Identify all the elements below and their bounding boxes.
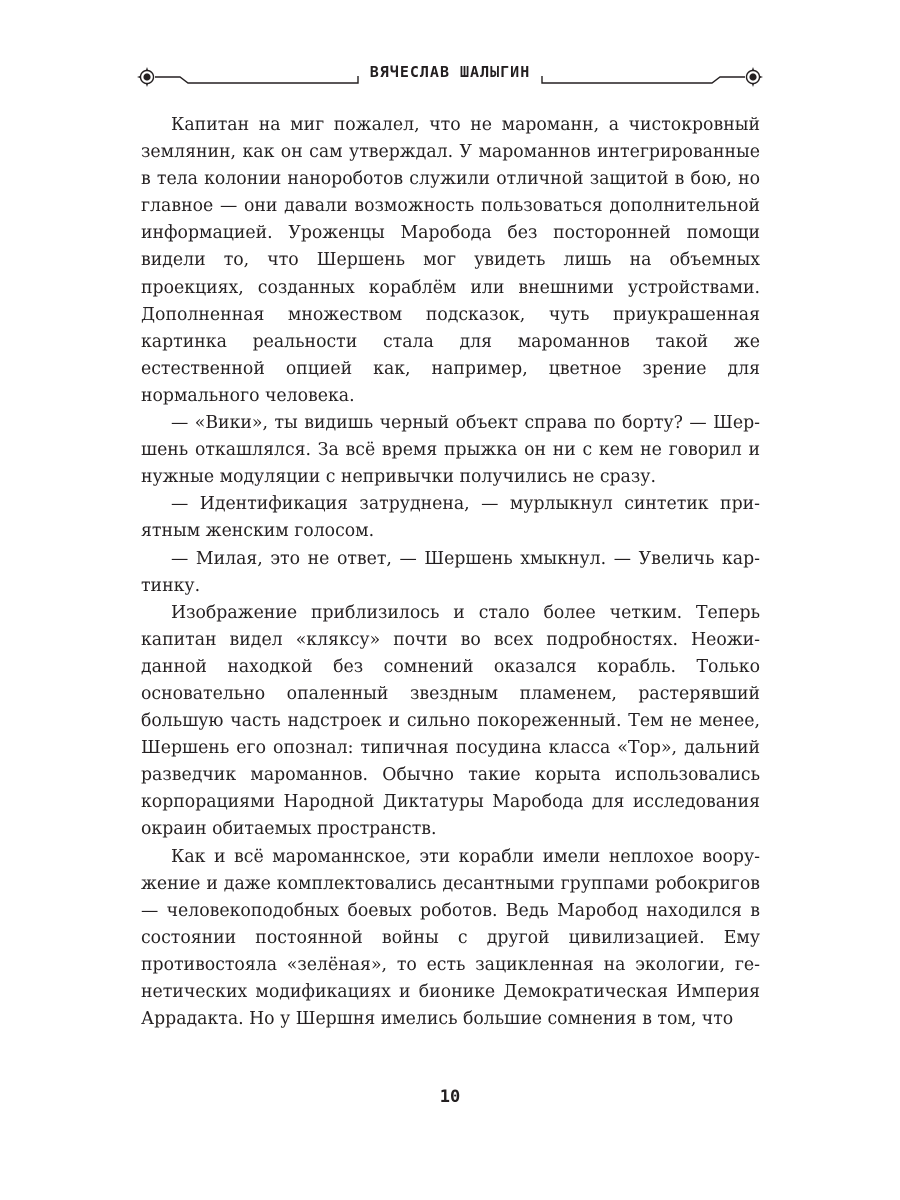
paragraph-1: Капитан на миг пожалел, что не мароманн, а чистокровный землянин, как он сам утверждал. У мароманнов интегрированные в тела колонии нанороботов служили отличной защитой в бою, но главное — они давали возможность пользоваться дополнительной информацией. Уроженцы Марободa без посторонней помощи видели то, что Шершень мог увидеть лишь на объемных проекциях, созданных кораблём или внешними устройствами. Дополненная множеством подсказок, чуть приукрашенная картинка реальности стала для мароманнов такой же естественной опцией как, например, цветное зрение для нормального человека. xyxy=(141,115,760,406)
paragraph-3: — Идентификация затруднена, — мурлыкнул синтетик приятным женским голосом. xyxy=(141,494,760,542)
running-header xyxy=(136,62,764,92)
author-name: ВЯЧЕСЛАВ ШАЛЫГИН xyxy=(369,63,531,81)
page-number: 10 xyxy=(439,1087,461,1107)
paragraph-4: — Милая, это не ответ, — Шершень хмыкнул. — Увеличь картинку. xyxy=(141,548,760,596)
paragraph-6: Как и всё мароманнское, эти корабли имели неплохое вооружение и даже комплектовались десантными группами робокригов — человекоподобных боевых роботов. Ведь Маробод находился в состоянии постоянной войны с другой цивилизацией. Ему противостояла «зелёная», то есть зацикленная на экологии, генетических модификациях и бионике Демократическая Империя Аррадакта. Но у Шершня имелись большие сомнения в том, что xyxy=(141,846,760,1030)
paragraph-5: Изображение приблизилось и стало более четким. Теперь капитан видел «кляксу» почти во всех подробностях. Неожиданной находкой без сомнений оказался корабль. Только основательно опаленный звездным пламенем, растерявший большую часть надстроек и сильно покореженный. Тем не менее, Шершень его опознал: типичная посудина класса «Тор», дальний разведчик мароманнов. Обычно такие корыта использовались корпорациями Народной Диктатуры Марободa для исследования окраин обитаемых пространств. xyxy=(141,602,760,840)
page-body xyxy=(141,112,760,1033)
paragraph-2: — «Вики», ты видишь черный объект справа по борту? — Шершень откашлялся. За всё время прыжка он ни с кем не говорил и нужные модуляции с непривычки получились не сразу. xyxy=(141,413,760,488)
